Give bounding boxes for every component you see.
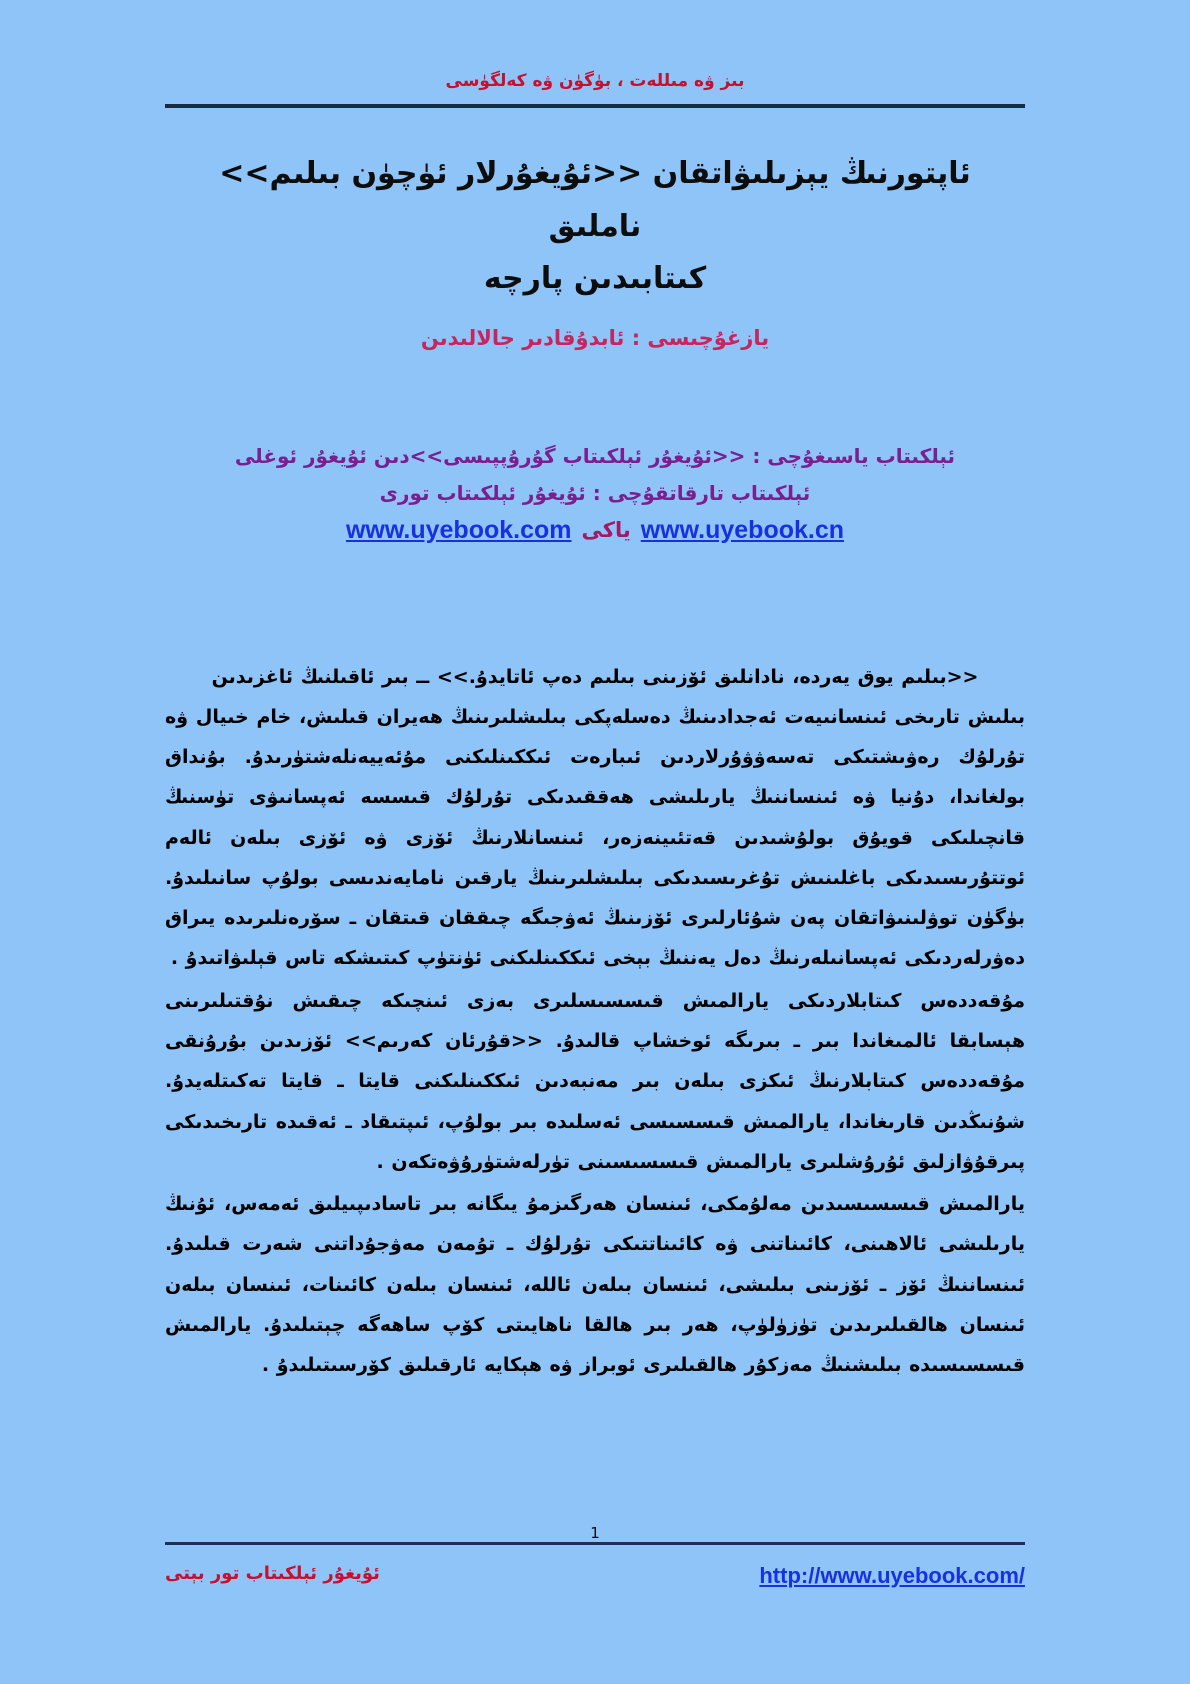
paragraph-1 [165, 657, 1025, 979]
url-separator-label: ياكى [581, 518, 631, 543]
paragraph-3 [165, 1184, 1025, 1385]
publisher-block [165, 438, 1025, 545]
footer-row [165, 1563, 1025, 1589]
document-title-line-2: كىتابىدىن پارچە [483, 261, 707, 297]
header-divider [165, 104, 1025, 108]
paragraph-2-text: مۇقەددەس كىتابلاردىكى يارالمىش قىسسىسلىرى بەزى ئىنچىكە چىقىش نۇقتىلىرىنى ھېسابقا ئالمىغاندا بىر ـ بىرىگە ئوخشاپ قالىدۇ. <<قۇرئان كەرىم>> ئۆزىدىن بۇرۇنقى مۇقەددەس كىتابلارنىڭ ئىكزى بىلەن بىر مەنبەدىن ئىككىنلىكنى قايتا ـ قايتا تەكىتلەيدۇ. شۇنىڭدىن قارىغاندا، يارالمىش قىسسىسى ئەسلىدە بىر بولۇپ، ئىپتىقاد ـ ئەقىدە تارىخىدىكى پىرقۇۋازلىق ئۇرۇشلىرى يارالمىش قىسسىسىنى تۈرلەشتۈرۇۋەتكەن . [165, 989, 1025, 1173]
document-title [195, 148, 995, 306]
footer-divider [165, 1542, 1025, 1545]
publisher-url-line [165, 516, 1025, 545]
publisher-url-cn[interactable]: www.uyebook.cn [640, 515, 845, 544]
page-footer [0, 1524, 1190, 1684]
footer-site-name: ئۇيغۇر ئېلكىتاب تور بېتى [165, 1563, 380, 1584]
body-text [165, 657, 1025, 1386]
document-title-line-1: ئاپتورنىڭ يېزىلىۋاتقان <<ئۇيغۇرلار ئۈچۈن بىلىم>> ناملىق [219, 156, 971, 244]
document-author: يازغۇچىسى : ئابدۇقادىر جالالىدىن [420, 325, 770, 350]
ebook-creator-line: ئېلكىتاب ياسىغۇچى : <<ئۇيغۇر ئېلكىتاب گۇرۇپپىسى>>دىن ئۇيغۇر ئوغلى [234, 443, 956, 468]
paragraph-2 [165, 981, 1025, 1182]
page-number: 1 [590, 1524, 600, 1542]
paragraph-3-text: يارالمىش قىسسىسىدىن مەلۇمكى، ئىنسان ھەرگىزمۇ يىگانە بىر تاسادىپىيلىق ئەمەس، ئۇنىڭ يارىلىشى ئالاھىنى، كائىناتنى ۋە كائىناتتىكى تۇرلۇك ـ تۇمەن مەۋجۇداتنى شەرت قىلىدۇ. ئىنساننىڭ ئۆز ـ ئۆزىنى بىلىشى، ئىنسان بىلەن ئاللە، ئىنسان بىلەن كائىنات، ئىنسان بىلەن ئىنسان ھالقىلىرىدىن تۈزۈلۈپ، ھەر بىر ھالقا ناھايىتى كۆپ ساھەگە چېتىلىدۇ. يارالمىش قىسسىسىدە بىلىشنىڭ مەزكۇر ھالقىلىرى ئوبراز ۋە ھېكايە ئارقىلىق كۆرسىتىلىدۇ . [165, 1193, 1025, 1377]
ebook-distributor-line: ئېلكىتاب تارقاتقۇچى : ئۇيغۇر ئېلكىتاب تورى [379, 480, 811, 505]
title-block [165, 148, 1025, 350]
paragraph-1-epigraph: <<بىلىم يوق يەردە، نادانلىق ئۆزىنى بىلىم دەپ ئاتايدۇ.>> ــ بىر ئاقىلنىڭ ئاغزىدىن [211, 665, 979, 688]
running-header [165, 0, 1025, 108]
footer-url-link[interactable]: http://www.uyebook.com/ [759, 1563, 1025, 1588]
paragraph-1-text: بىلىش تارىخى ئىنسانىيەت ئەجدادىنىڭ دەسلەپكى بىلىشلىرىنىڭ ھەيران قىلىش، خام خىيال ۋە تۇرلۇك رەۋىشتىكى تەسەۋۋۇرلاردىن ئىبارەت ئىككىنلىكنى مۇئەييەنلەشتۈرىدۇ. بۇنداق بولغاندا، دۇنيا ۋە ئىنساننىڭ يارىلىشى ھەققىدىكى تۇرلۇك قىسسە ئەپسانىۋى تۈسنىڭ قانچىلىكى قويۇق بولۇشىدىن قەتئىينەزەر، ئىنسانلارنىڭ ئۆزى ۋە ئۆزى بىلەن ئالەم ئوتتۇرىسىدىكى باغلىنىش تۇغرىسىدىكى بىلىشلىرىنىڭ يارقىن نامايەندىسى بولۇپ سانىلىدۇ. بۈگۈن توۋلىنىۋاتقان پەن شۇئارلىرى ئۆزىنىڭ ئەۋجىگە چىققان قىتقان ـ سۆرەنلىرىدە يىراق دەۋرلەردىكى ئەپسانىلەرنىڭ دەل يەننىڭ بېخى ئىككىنلىكنى ئۈنتۈپ كىتىشكە تاس قېلىۋاتىدۇ . [165, 705, 1025, 970]
running-header-text: بىز ۋە مىللەت ، بۈگۈن ۋە كەلگۈسى [445, 71, 745, 91]
publisher-url-com[interactable]: www.uyebook.com [345, 515, 572, 544]
